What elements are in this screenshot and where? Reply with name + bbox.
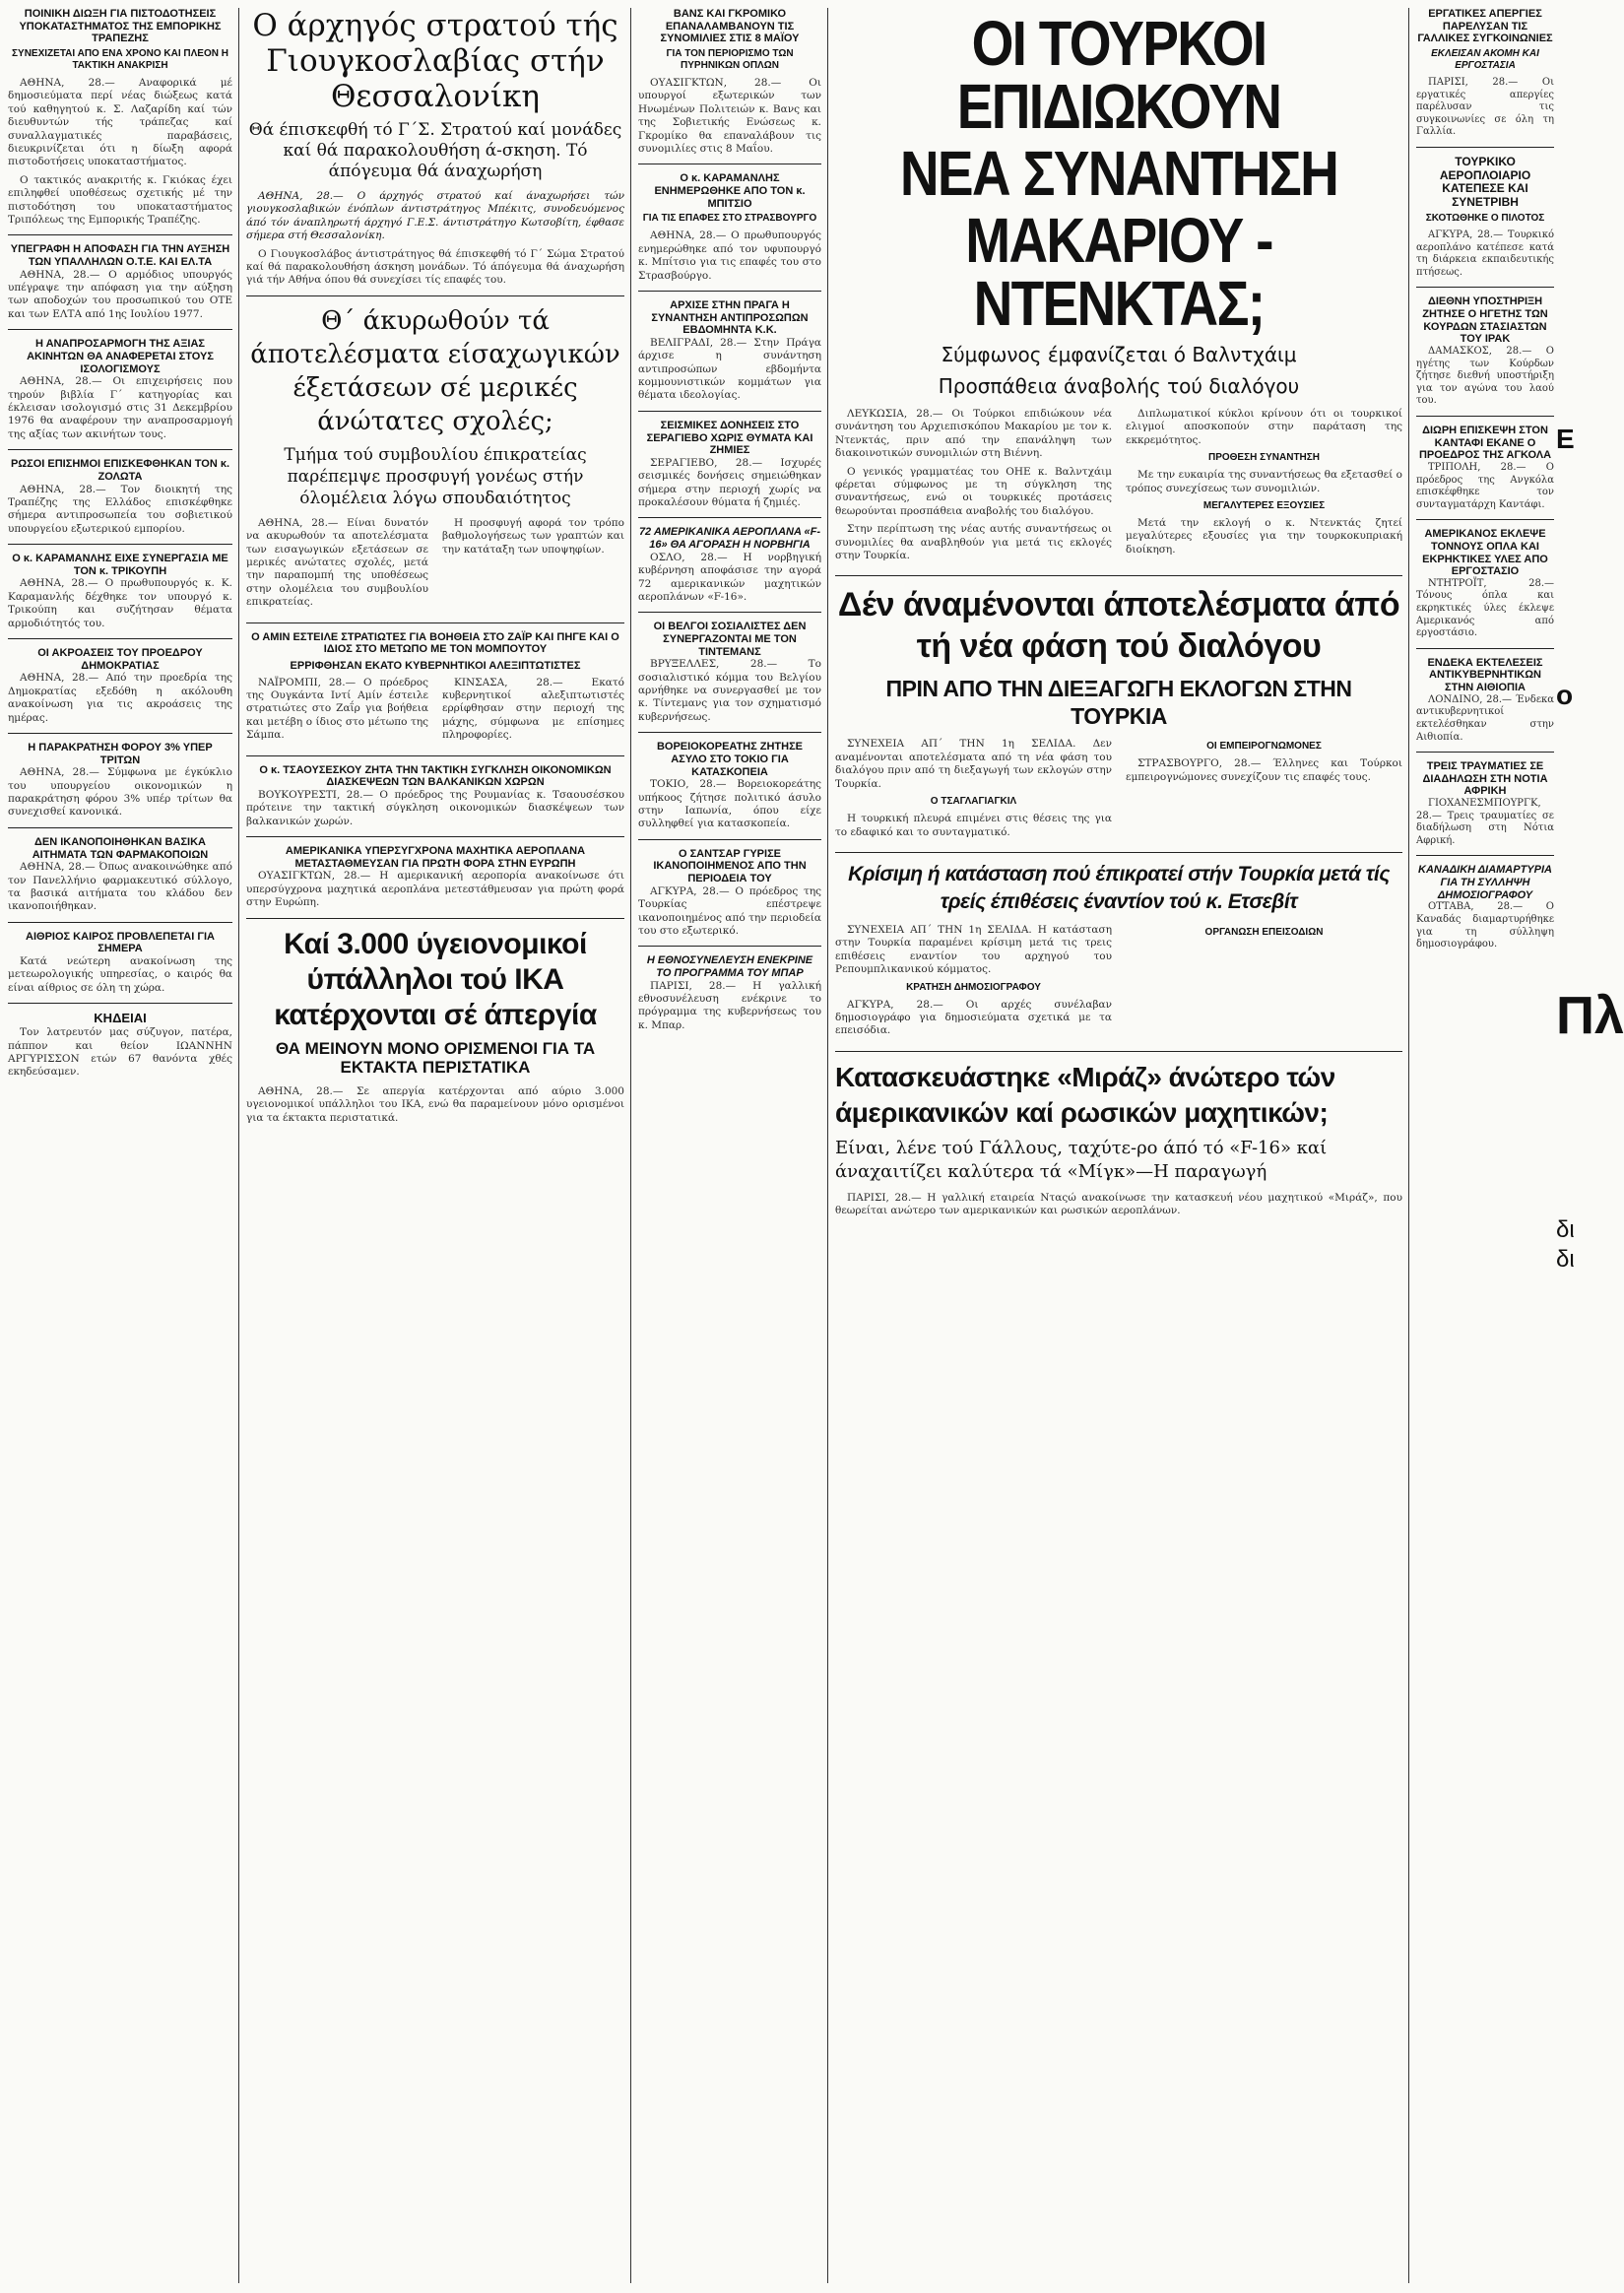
divider <box>638 411 821 412</box>
article-text: ΑΘΗΝΑ, 28.— Σύμφωνα με έγκύκλιο του υπουργείου οικονομικών η παρακράτηση φόρου 3% υπέρ τρίτων θα συνεχισθεί κανονικά. <box>8 766 232 819</box>
article-text: ΑΘΗΝΑ, 28.— Τον διοικητή της Τραπέζης της Ελλάδος επισκέφθηκε σήμερα αντιπροσωπεία του σοβιετικού υπουργείου εξωτερικού εμπορίου. <box>8 483 232 535</box>
article-lead: ΑΘΗΝΑ, 28.— Ο άρχηγός στρατού καί άναχωρήσει τών γιουγκοσλαβικών ένόπλων άντιστράτηγος Μπέκιτς, συνοδευόμενος άπό τόν άναπληρωτή άρχηγό Γ.Ε.Σ. άντιστράτηγο Κωτσοβίτη, έφθασε σήμερα στή Θεσσαλονίκη. <box>246 190 624 242</box>
main-headline-line-3: ΜΑΚΑΡΙΟΥ - ΝΤΕΝΚΤΑΣ; <box>965 205 1272 339</box>
headline-praga: ΑΡΧΙΣΕ ΣΤΗΝ ΠΡΑΓΑ Η ΣΥΝΑΝΤΗΣΗ ΑΝΤΙΠΡΟΣΩΠΩΝ ΕΒΔΟΜΗΝΤΑ Κ.Κ. <box>651 298 809 337</box>
article-text: Τον λατρευτόν μας σύζυγον, πατέρα, πάππον και θείον ΙΩΑΝΝΗΝ ΑΡΓΥΡΙΣΣΟΝ ετών 67 θανόντα χθές εκηδεύσαμεν. <box>8 1026 232 1079</box>
deck-giougkoslavia: Θά έπισκεφθή τό Γ΄Σ. Στρατού καί μονάδες καί θά παρακολουθήση ά-σκηση. Τό άπόγευμα θά άναχωρήση <box>248 120 622 181</box>
subhead: ΣΥΝΕΧΙΖΕΤΑΙ ΑΠΟ ΕΝΑ ΧΡΟΝΟ ΚΑΙ ΠΛΕΟΝ Η ΤΑΚΤΙΚΗ ΑΝΑΚΡΙΣΗ <box>12 47 228 71</box>
edge-fragment: ο <box>1556 680 1574 710</box>
headline-apergies-gallia: ΕΡΓΑΤΙΚΕΣ ΑΠΕΡΓΙΕΣ ΠΑΡΕΛΥΣΑΝ ΤΙΣ ΓΑΛΛΙΚΕΣ ΣΥΓΚΟΙΝΩΝΙΕΣ <box>1417 8 1553 45</box>
headline-velgoi: ΟΙ ΒΕΛΓΟΙ ΣΟΣΙΑΛΙΣΤΕΣ ΔΕΝ ΣΥΝΕΡΓΑΖΟΝΤΑΙ ΜΕ ΤΟΝ ΤΙΝΤΕΜΑΝΣ <box>653 621 807 658</box>
subhead: Ο ΤΣΑΓΛΑΓΙΑΓΚΙΛ <box>930 796 1017 808</box>
divider <box>246 836 624 837</box>
article-text: ΠΑΡΙΣΙ, 28.— Η γαλλική εθνοσυνέλευση ενέκρινε το πρόγραμμα της κυβερνήσεως του κ. Μπαρ. <box>638 979 821 1031</box>
column-rule <box>1408 8 1409 2283</box>
column-rule <box>630 8 631 2283</box>
divider <box>8 234 232 235</box>
headline-seismos: ΣΕΙΣΜΙΚΕΣ ΔΟΝΗΣΕΙΣ ΣΤΟ ΣΕΡΑΓΙΕΒΟ ΧΩΡΙΣ ΘΥΜΑΤΑ ΚΑΙ ΖΗΜΙΕΣ <box>646 419 813 457</box>
article-text: Με την ευκαιρία της συναντήσεως θα εξετασθεί ο τρόπος συνεχίσεως των συνομιλιών. <box>1126 469 1402 494</box>
subhead: ΠΡΟΘΕΣΗ ΣΥΝΑΝΤΗΣΗ <box>1207 452 1320 464</box>
article-text: ΟΥΑΣΙΓΚΤΩΝ, 28.— Οι υπουργοί εξωτερικών των Ηνωμένων Πολιτειών κ. Βανς και της Σοβιετικής Ενώσεως κ. Γκρομίκο θα επαναλάβουν τις συνομιλίες στις 8 Μαΐου. <box>638 76 821 155</box>
headline-amin: Ο ΑΜΙΝ ΕΣΤΕΙΛΕ ΣΤΡΑΤΙΩΤΕΣ ΓΙΑ ΒΟΗΘΕΙΑ ΣΤΟ ΖΑΪΡ ΚΑΙ ΠΗΓΕ ΚΑΙ Ο ΙΔΙΟΣ ΣΤΟ ΜΕΤΩΠΟ ΜΕ ΤΟΝ ΜΟΜΠΟΥΤΟΥ <box>251 630 619 656</box>
article-text: ΟΣΛΟ, 28.— Η νορβηγική κυβέρνηση αποφάσισε την αγορά 72 αμερικανικών μαχητικών αεροπλάνων «F-16». <box>638 551 821 603</box>
article-text: ΑΘΗΝΑ, 28.— Αναφορικά μέ δημοσιεύματα περί νέας διώξεως κατά τού καθηγητού κ. Σ. Λαζαρίδη καί τών διευθυντών τής τράπεζας καί συναλλαγματικές παραβάσεις, διευκρινίζεται ότι η δίωξη αφορά πιστοδοτήσεις υποκαταστήματος. <box>8 76 232 168</box>
headline-poiniki-dioxi: ΠΟΙΝΙΚΗ ΔΙΩΞΗ ΓΙΑ ΠΙΣΤΟΔΟΤΗΣΕΙΣ ΥΠΟΚΑΤΑΣΤΗΜΑΤΟΣ ΤΗΣ ΕΜΠΟΡΙΚΗΣ ΤΡΑΠΕΖΗΣ <box>19 8 222 45</box>
subhead: ΕΚΛΕΙΣΑΝ ΑΚΟΜΗ ΚΑΙ ΕΡΓΟΣΤΑΣΙΑ <box>1431 47 1539 71</box>
subhead: ΓΙΑ ΤΙΣ ΕΠΑΦΕΣ ΣΤΟ ΣΤΡΑΣΒΟΥΡΓΟ <box>642 213 817 225</box>
article-text: ΑΘΗΝΑ, 28.— Ο αρμόδιος υπουργός υπέγραψε την απόφαση για την αύξηση των αποδοχών του προσωπικού του ΟΤΕ και των ΕΛΤΑ από 1ης Ιουλίου 1977. <box>8 268 232 320</box>
column-rule <box>238 8 239 2283</box>
divider <box>246 755 624 756</box>
divider <box>1416 752 1554 753</box>
article-text: ΑΘΗΝΑ, 28.— Από την προεδρία της Δημοκρατίας εξεδόθη η ακόλουθη ανακοίνωση για τις ακροάσεις της ημέρας. <box>8 672 232 724</box>
article-text: ΑΘΗΝΑ, 28.— Όπως ανακοινώθηκε από τον Πανελλήνιο φαρμακευτικό σύλλογο, τα βασικά αιτήματα του κλάδου δεν ικανοποιήθηκαν. <box>8 861 232 913</box>
edge-fragment: δι <box>1556 1246 1575 1273</box>
divider <box>1416 855 1554 856</box>
headline-akinita: Η ΑΝΑΠΡΟΣΑΡΜΟΓΗ ΤΗΣ ΑΞΙΑΣ ΑΚΙΝΗΤΩΝ ΘΑ ΑΝΑΦΕΡΕΤΑΙ ΣΤΟΥΣ ΙΣΟΛΟΓΙΣΜΟΥΣ <box>27 338 214 375</box>
subhead: ΣΚΟΤΩΘΗΚΕ Ο ΠΙΛΟΤΟΣ <box>1425 213 1545 225</box>
divider <box>8 922 232 923</box>
article-text: ΑΓΚΥΡΑ, 28.— Ο πρόεδρος της Τουρκίας επέστρεψε ικανοποιημένος από την περιοδεία του στο εξωτερικό. <box>638 884 821 937</box>
article-text: ΠΑΡΙΣΙ, 28.— Οι εργατικές απεργίες παρέλυσαν τις συγκοινωνίες σε όλη τη Γαλλία. <box>1416 76 1554 138</box>
article-text: ΑΓΚΥΡΑ, 28.— Οι αρχές συνέλαβαν δημοσιογράφο για δημοσιεύματα σχετικά με τα επεισόδια. <box>835 998 1112 1037</box>
column-2 <box>246 8 624 2285</box>
headline-kanadas: ΚΑΝΑΔΙΚΗ ΔΙΑΜΑΡΤΥΡΙΑ ΓΙΑ ΤΗ ΣΥΛΛΗΨΗ ΔΗΜΟΣΙΟΓΡΑΦΟΥ <box>1418 864 1552 901</box>
divider <box>8 1003 232 1004</box>
article-text: ΑΘΗΝΑ, 28.— Σε απεργία κατέρχονται από αύριο 3.000 υγειονομικοί υπάλληλοι του ΙΚΑ, ενώ θα παραμείνουν μόνο ορισμένοι για τα έκτακτα περιστατικά. <box>246 1084 624 1124</box>
headline-krisimi-katastasi: Κρίσιμη ή κατάσταση πού έπικρατεί στήν Τουρκία μετά τίς τρείς έπιθέσεις έναντίον τού κ. Ετσεβίτ <box>848 862 1390 913</box>
article-text: ΛΟΝΔΙΝΟ, 28.— Ένδεκα αντικυβερνητικοί εκτελέσθηκαν στην Αιθιοπία. <box>1416 693 1554 743</box>
article-text: ΚΙΝΣΑΣΑ, 28.— Εκατό κυβερνητικοί αλεξιπτωτιστές ερρίφθησαν στην περιοχή της μάχης, σύμφωνα με επίσημες πληροφορίες. <box>442 676 624 742</box>
main-headline-line-1: ΟΙ ΤΟΥΡΚΟΙ ΕΠΙΔΙΩΚΟΥΝ <box>956 8 1281 142</box>
article-text: ΣΥΝΕΧΕΙΑ ΑΠ΄ ΤΗΝ 1η ΣΕΛΙΔΑ. Δεν αναμένονται αποτελέσματα από τη νέα φάση του διαλόγου πριν από τη διεξαγωγή των εκλογών στην Τουρκία. <box>835 738 1112 790</box>
headline-aeroplana-europi: ΑΜΕΡΙΚΑΝΙΚΑ ΥΠΕΡΣΥΓΧΡΟΝΑ ΜΑΧΗΤΙΚΑ ΑΕΡΟΠΛΑΝΑ ΜΕΤΑΣΤΑΘΜΕΥΣΑΝ ΓΙΑ ΠΡΩΤΗ ΦΟΡΑ ΣΤΗΝ ΕΥΡΩΠΗ <box>285 845 586 870</box>
edge-fragment: Πλ <box>1556 986 1624 1045</box>
subhead: ΟΡΓΑΝΩΣΗ ΕΠΕΙΣΟΔΙΩΝ <box>1204 926 1324 938</box>
deck-ika: ΘΑ ΜΕΙΝΟΥΝ ΜΟΝΟ ΟΡΙΣΜΕΝΟΙ ΓΙΑ ΤΑ ΕΚΤΑΚΤΑ ΠΕΡΙΣΤΑΤΙΚΑ <box>275 1038 596 1078</box>
article-text: Διπλωματικοί κύκλοι κρίνουν ότι οι τουρκικοί ελιγμοί αποσκοπούν στην παράταση της εκκρεμότητος. <box>1126 408 1402 446</box>
article-text: ΛΕΥΚΩΣΙΑ, 28.— Οι Τούρκοι επιδιώκουν νέα συνάντηση του Αρχιεπισκόπου Μακαρίου με τον κ. Ντενκτάς, πριν από την επανάληψη των διακοινοτικών συνομιλιών στη Βιέννη. <box>835 408 1112 460</box>
subhead: ΜΕΓΑΛΥΤΕΡΕΣ ΕΞΟΥΣΙΕΣ <box>1202 500 1326 512</box>
divider <box>8 449 232 450</box>
subheadline-ekloges: ΠΡΙΝ ΑΠΟ ΤΗΝ ΔΙΕΞΑΓΩΓΗ ΕΚΛΟΓΩΝ ΣΤΗΝ ΤΟΥΡΚΙΑ <box>885 676 1352 730</box>
headline-notia-afriki: ΤΡΕΙΣ ΤΡΑΥΜΑΤΙΕΣ ΣΕ ΔΙΑΔΗΛΩΣΗ ΣΤΗ ΝΟΤΙΑ ΑΦΡΙΚΗ <box>1422 760 1548 798</box>
article-text: ΣΥΝΕΧΕΙΑ ΑΠ΄ ΤΗΝ 1η ΣΕΛΙΔΑ. Η κατάσταση στην Τουρκία παραμένει κρίσιμη μετά τις τρεις επιθέσεις εναντίον του αρχηγού του Ρεπουμπλικανικού κόμματος. <box>835 923 1112 976</box>
divider <box>638 732 821 733</box>
headline-amerikanos-oplа: ΑΜΕΡΙΚΑΝΟΣ ΕΚΛΕΨΕ ΤΟΝΝΟΥΣ ΟΠΛΑ ΚΑΙ ΕΚΡΗΚΤΙΚΕΣ ΥΛΕΣ ΑΠΟ ΕΡΓΟΣΤΑΣΙΟ <box>1422 528 1548 578</box>
subhead: ΟΙ ΕΜΠΕΙΡΟΓΝΩΜΟΝΕΣ <box>1206 741 1322 753</box>
main-headline-line-2: ΝΕΑ ΣΥΝΑΝΤΗΣΗ <box>899 138 1338 209</box>
headline-vans-gromiko: ΒΑΝΣ ΚΑΙ ΓΚΡΟΜΙΚΟ ΕΠΑΝΑΛΑΜΒΑΝΟΥΝ ΤΙΣ ΣΥΝΟΜΙΛΙΕΣ ΣΤΙΣ 8 ΜΑΪΟΥ <box>660 8 800 45</box>
subhead: ΓΙΑ ΤΟΝ ΠΕΡΙΟΡΙΣΜΟ ΤΩΝ ΠΥΡΗΝΙΚΩΝ ΟΠΛΩΝ <box>666 47 794 71</box>
divider <box>835 575 1402 576</box>
subhead: ΚΡΑΤΗΣΗ ΔΗΜΟΣΙΟΓΡΑΦΟΥ <box>906 981 1041 993</box>
divider <box>835 852 1402 853</box>
divider <box>1416 416 1554 417</box>
divider <box>246 295 624 296</box>
headline-tsaousesku: Ο κ. ΤΣΑΟΥΣΕΣΚΟΥ ΖΗΤΑ ΤΗΝ ΤΑΚΤΙΚΗ ΣΥΓΚΛΗΣΗ ΟΙΚΟΝΟΜΙΚΩΝ ΔΙΑΣΚΕΨΕΩΝ ΤΩΝ ΒΑΛΚΑΝΙΚΩΝ ΧΩΡΩΝ <box>259 763 612 789</box>
column-4-main <box>835 8 1402 2285</box>
article-text: ΣΤΡΑΣΒΟΥΡΓΟ, 28.— Έλληνες και Τούρκοι εμπειρογνώμονες συνεχίζουν τις επαφές τους. <box>1126 757 1402 783</box>
article-text: ΑΘΗΝΑ, 28.— Ο πρωθυπουργός κ. Κ. Καραμανλής δέχθηκε τον υπουργό κ. Τρικούπη και συζήτησαν θέματα αρμοδιότητός του. <box>8 577 232 629</box>
article-text: Ο τακτικός ανακριτής κ. Γκιόκας έχει επιληφθεί υποθέσεως σχετικής μέ την πιστοδότηση του υποκαταστήματος Τριπόλεως της Εμπορικής Τραπέζης. <box>8 173 232 226</box>
article-text: ΒΟΥΚΟΥΡΕΣΤΙ, 28.— Ο πρόεδρος της Ρουμανίας κ. Τσαουσέσκου πρότεινε την τακτική σύγκληση οικονομικών διασκέψεων των βαλκανικών χωρών. <box>246 788 624 827</box>
divider <box>8 544 232 545</box>
headline-rosoi: ΡΩΣΟΙ ΕΠΙΣΗΜΟΙ ΕΠΙΣΚΕΦΘΗΚΑΝ ΤΟΝ κ. ΖΟΛΩΤΑ <box>10 458 230 483</box>
headline-farmakopoioi: ΔΕΝ ΙΚΑΝΟΠΟΙΗΘΗΚΑΝ ΒΑΣΙΚΑ ΑΙΤΗΜΑΤΑ ΤΩΝ ΦΑΡΜΑΚΟΠΟΙΩΝ <box>32 835 209 861</box>
headline-kideiai: ΚΗΔΕΙΑΙ <box>94 1011 147 1026</box>
article-text: Η προσφυγή αφορά τον τρόπο βαθμολογήσεως των γραπτών και την κατάταξη των υποψηφίων. <box>442 516 624 556</box>
headline-exetaseis: Θ΄ άκυρωθούν τά άποτελέσματα είσαχωγικών έξετάσεων σέ μερικές άνώτατες σχολές; <box>250 305 620 436</box>
article-text: ΑΘΗΝΑ, 28.— Ο πρωθυπουργός ενημερώθηκε από τον υφυπουργό κ. Μπίτσιο για τις επαφές του στο Στρασβούργο. <box>638 229 821 282</box>
headline-tourkiko-aeroplano: ΤΟΥΡΚΙΚΟ ΑΕΡΟΠΛΟΙΑΡΙΟ ΚΑΤΕΠΕΣΕ ΚΑΙ ΣΥΝΕΤΡΙΒΗ <box>1439 154 1531 210</box>
article-text: ΓΙΟΧΑΝΕΣΜΠΟΥΡΓΚ, 28.— Τρεις τραυματίες σε διαδήλωση στη Νότια Αφρική. <box>1416 798 1554 846</box>
headline-karamanlis-bitsios: Ο κ. ΚΑΡΑΜΑΝΛΗΣ ΕΝΗΜΕΡΩΘΗΚΕ ΑΠΟ ΤΟΝ κ. ΜΠΙΤΣΙΟ <box>654 172 806 210</box>
divider <box>8 827 232 828</box>
divider <box>1416 147 1554 148</box>
divider <box>835 1051 1402 1052</box>
subhead-alexiptotistes: ΕΡΡΙΦΘΗΣΑΝ ΕΚΑΤΟ ΚΥΒΕΡΝΗΤΙΚΟΙ ΑΛΕΞΙΠΤΩΤΙΣΤΕΣ <box>290 659 581 672</box>
article-text: Ο Γιουγκοσλάβος άντιστράτηγος θά έπισκεφθή τό Γ΄ Σώμα Στρατού καί θά παρακολουθήση άσκηση μονάδων. Τό άπόγευμα θά άναχωρήση γιά τήν Αθήνα όπου θά συνεχίσει τίς επαφές του. <box>246 247 624 287</box>
headline-voreiokoreatis: ΒΟΡΕΙΟΚΟΡΕΑΤΗΣ ΖΗΤΗΣΕ ΑΣΥΛΟ ΣΤΟ ΤΟΚΙΟ ΓΙΑ ΚΑΤΑΣΚΟΠΕΙΑ <box>656 741 804 778</box>
deck-miraz: Είναι, λένε τού Γάλλους, ταχύτε-ρο άπό τό «F-16» καί άναχαιτίζει καλύτερα τά «Μίγκ»—Η παραγωγή <box>835 1137 1328 1182</box>
article-text: ΝΑΪΡΟΜΠΙ, 28.— Ο πρόεδρος της Ουγκάντα Ιντί Αμίν έστειλε στρατιώτες στο Ζαΐρ για βοήθεια και μετέβη ο ίδιος στο μέτωπο της Σάμπα. <box>246 676 428 742</box>
article-text: Κατά νεώτερη ανακοίνωση της μετεωρολογικής υπηρεσίας, ο καιρός θα είναι αίθριος σε όλη τη χώρα. <box>8 955 232 994</box>
divider <box>246 918 624 919</box>
headline-parakratisi: Η ΠΑΡΑΚΡΑΤΗΣΗ ΦΟΡΟΥ 3% ΥΠΕΡ ΤΡΙΤΩΝ <box>28 741 213 766</box>
headline-miraz: Κατασκευάστηκε «Μιράζ» άνώτερο τών άμερικανικών καί ρωσικών μαχητικών; <box>835 1061 1335 1128</box>
divider <box>638 839 821 840</box>
article-text: ΟΥΑΣΙΓΚΤΩΝ, 28.— Η αμερικανική αεροπορία ανακοίνωσε ότι υπερσύγχρονα μαχητικά αεροπλάνα μετεστάθμευσαν για πρώτη φορά στην Ευρώπη. <box>246 870 624 909</box>
article-text: ΑΘΗΝΑ, 28.— Οι επιχειρήσεις που τηρούν βιβλία Γ΄ κατηγορίας και έκλεισαν ισολογισμό στις 31 Δεκεμβρίου 1976 θα αναφέρουν την αναπροσαρμογή της αξίας των ακινήτων τους. <box>8 375 232 440</box>
divider <box>8 733 232 734</box>
divider <box>8 329 232 330</box>
article-text: ΔΑΜΑΣΚΟΣ, 28.— Ο ηγέτης των Κούρδων ζήτησε διεθνή υποστήριξη για τον αγώνα του λαού του. <box>1416 346 1554 407</box>
article-text: ΣΕΡΑΓΙΕΒΟ, 28.— Ισχυρές σεισμικές δονήσεις σημειώθηκαν σήμερα στην περιοχή χωρίς να προκαλέσουν θύματα ή ζημιές. <box>638 456 821 508</box>
divider <box>1416 287 1554 288</box>
divider <box>8 638 232 639</box>
deck-exetaseis: Τμήμα τού συμβουλίου έπικρατείας παρέπεμψε προσφυγή γονέως στήν όλομέλεια λόγω σπουδαιότητος <box>284 444 587 508</box>
headline-ethnosynelefsi: Η ΕΘΝΟΣΥΝΕΛΕΥΣΗ ΕΝΕΚΡΙΝΕ ΤΟ ΠΡΟΓΡΑΜΜΑ ΤΟΥ ΜΠΑΡ <box>646 954 813 979</box>
article-text: ΤΟΚΙΟ, 28.— Βορειοκορεάτης υπήκοος ζήτησε πολιτικό άσυλο στην Ιαπωνία, όπου είχε συλληφθεί για κατασκοπεία. <box>638 778 821 830</box>
article-text: ΒΡΥΞΕΛΛΕΣ, 28.— Το σοσιαλιστικό κόμμα του Βελγίου αρνήθηκε να συνεργασθεί με τον κ. Τίντεμανς για τον σχηματισμό κυβερνήσεως. <box>638 658 821 723</box>
article-text: ΝΤΗΤΡΟΪΤ, 28.— Τόνους όπλα και εκρηκτικές ύλες έκλεψε Αμερικανός από εργοστάσιο. <box>1416 577 1554 639</box>
headline-f16-norvigia: 72 ΑΜΕΡΙΚΑΝΙΚΑ ΑΕΡΟΠΛΑΝΑ «F-16» ΘΑ ΑΓΟΡΑΣΗ Η ΝΟΡΒΗΓΙΑ <box>638 526 821 552</box>
article-text: ΑΘΗΝΑ, 28.— Είναι δυνατόν να ακυρωθούν τα αποτελέσματα των εισαγωγικών εξετάσεων σε μερικές ανώτατες σχολές, μετά την παραπομπή της υποθέσεως στην ολομέλεια του συμβουλίου επικρατείας. <box>246 516 428 609</box>
headline-ote-elta: ΥΠΕΓΡΑΦΗ Η ΑΠΟΦΑΣΗ ΓΙΑ ΤΗΝ ΑΥΞΗΣΗ ΤΩΝ ΥΠΑΛΛΗΛΩΝ Ο.Τ.Ε. ΚΑΙ ΕΛ.ΤΑ <box>10 243 230 269</box>
divider <box>1416 648 1554 649</box>
headline-aithiopia: ΕΝΔΕΚΑ ΕΚΤΕΛΕΣΕΙΣ ΑΝΤΙΚΥΒΕΡΝΗΤΙΚΩΝ ΣΤΗΝ ΑΙΘΙΟΠΙΑ <box>1427 656 1543 694</box>
main-deck-2: Προσπάθεια άναβολής τού διαλόγου <box>938 374 1300 398</box>
article-text: Η τουρκική πλευρά επιμένει στις θέσεις της για το εδαφικό και το συνταγματικό. <box>835 813 1112 838</box>
headline-den-anamenontai: Δέν άναμένονται άποτελέσματα άπό τή νέα φάση τού διαλόγου <box>837 586 1400 666</box>
divider <box>638 291 821 292</box>
column-3 <box>638 8 821 2285</box>
divider <box>638 946 821 947</box>
headline-ika-apergia: Καί 3.000 ύγειονομικοί ύπάλληλοι τού ΙΚΑ κατέρχονται σέ άπεργία <box>274 927 597 1031</box>
headline-karamanlis-trikoupis: Ο κ. ΚΑΡΑΜΑΝΛΗΣ ΕΙΧΕ ΣΥΝΕΡΓΑΣΙΑ ΜΕ ΤΟΝ κ. ΤΡΙΚΟΥΠΗ <box>12 553 228 577</box>
divider <box>246 622 624 623</box>
headline-kairos: ΑΙΘΡΙΟΣ ΚΑΙΡΟΣ ΠΡΟΒΛΕΠΕΤΑΙ ΓΙΑ ΣΗΜΕΡΑ <box>26 930 215 955</box>
article-text: ΤΡΙΠΟΛΗ, 28.— Ο πρόεδρος της Ανγκόλα επισκέφθηκε τον συνταγματάρχη Καντάφι. <box>1416 461 1554 510</box>
main-deck-1: Σύμφωνος έμφανίζεται ό Βαλντχάιμ <box>941 343 1297 366</box>
headline-akroaseis: ΟΙ ΑΚΡΟΑΣΕΙΣ ΤΟΥ ΠΡΟΕΔΡΟΥ ΔΗΜΟΚΡΑΤΙΑΣ <box>37 647 203 672</box>
divider <box>638 612 821 613</box>
column-rule <box>827 8 828 2283</box>
headline-santsar: Ο ΣΑΝΤΣΑΡ ΓΥΡΙΣΕ ΙΚΑΝΟΠΟΙΗΜΕΝΟΣ ΑΠΟ ΤΗΝ ΠΕΡΙΟΔΕΙΑ ΤΟΥ <box>653 847 807 885</box>
divider <box>638 517 821 518</box>
article-text: Στην περίπτωση της νέας αυτής συναντήσεως οι συνομιλίες θα αναβληθούν για μετά τις εκλογές στην Τουρκία. <box>835 523 1112 562</box>
headline-kantafi: ΔΙΩΡΗ ΕΠΙΣΚΕΨΗ ΣΤΟΝ ΚΑΝΤΑΦΙ ΕΚΑΝΕ Ο ΠΡΟΕΔΡΟΣ ΤΗΣ ΑΓΚΟΛΑ <box>1418 424 1552 462</box>
divider <box>1416 519 1554 520</box>
article-text: ΟΤΤΑΒΑ, 28.— Ο Καναδάς διαμαρτυρήθηκε για τη σύλληψη δημοσιογράφου. <box>1416 901 1554 950</box>
article-text: ΠΑΡΙΣΙ, 28.— Η γαλλική εταιρεία Νταςώ ανακοίνωσε την κατασκευή νέου μαχητικού «Μιράζ», που θεωρείται ανώτερο των αμερικανικών και ρωσικών αεροπλάνων. <box>835 1191 1402 1217</box>
article-text: ΒΕΛΙΓΡΑΔΙ, 28.— Στην Πράγα άρχισε η συνάντηση αντιπροσώπων εβδομήντα κομμουνιστικών κομμάτων για θέματα ιδεολογίας. <box>638 336 821 402</box>
article-text: ΑΓΚΥΡΑ, 28.— Τουρκικό αεροπλάνο κατέπεσε κατά τη διάρκεια εκπαιδευτικής πτήσεως. <box>1416 229 1554 278</box>
headline-kourdoi: ΔΙΕΘΝΗ ΥΠΟΣΤΗΡΙΞΗ ΖΗΤΗΣΕ Ο ΗΓΕΤΗΣ ΤΩΝ ΚΟΥΡΔΩΝ ΣΤΑΣΙΑΣΤΩΝ ΤΟΥ ΙΡΑΚ <box>1422 295 1548 346</box>
article-text: Μετά την εκλογή ο κ. Ντενκτάς ζητεί μεγαλύτερες εξουσίες για την τουρκοκυπριακή διοίκηση. <box>1126 517 1402 556</box>
article-text: Ο γενικός γραμματέας του ΟΗΕ κ. Βαλντχάιμ φέρεται σύμφωνος με τη σύγκληση της συναντήσεως, ενώ οι τουρκικές προτάσεις θεωρούνται προσπάθεια αναβολής του διαλόγου. <box>835 465 1112 517</box>
column-5 <box>1416 8 1554 2285</box>
column-1 <box>8 8 232 2285</box>
headline-giougkoslavia: Ο άρχηγός στρατού τής Γιουγκοσλαβίας στήν Θεσσαλονίκη <box>252 8 618 114</box>
edge-fragment: Ε <box>1556 424 1575 454</box>
edge-fragment: δι <box>1556 1216 1575 1243</box>
